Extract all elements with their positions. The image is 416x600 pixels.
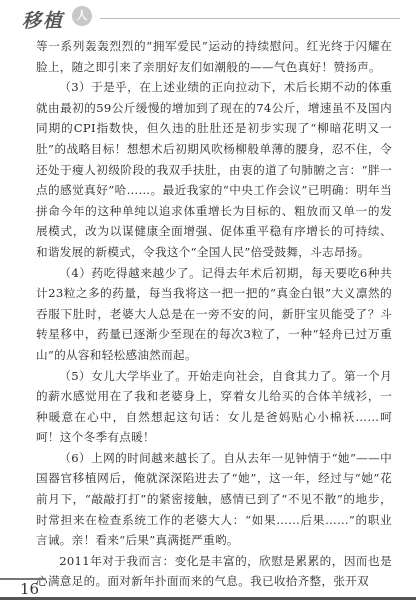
running-header <box>0 0 416 42</box>
paragraph: （3）于是乎，在上述业绩的正向拉动下，术后长期不动的体重就由最初的59公斤缓慢的增加到了现在的74公斤，增速虽不及国内同期的CPI指数快，但久违的肚肚还是初步实现了“柳暗花明又一肚”的战略目标！想想术后初期风吹杨柳般单薄的腰身，忍不住，令还处于瘦人初级阶段的我双手扶肚，由衷的道了句肺腑之言：“胖一点的感觉真好”哈……。最近我家的“中央工作会议”已明确：明年当拼命今年的这种单纯以追求体重增长为目标的、粗放而又单一的发展模式，改为以谋健康全面增强、促体重平稳有序增长的可持续、和谐发展的新模式，令我这个“全国人民”倍受鼓舞，斗志昂扬。 <box>36 80 392 259</box>
body-text <box>36 36 392 592</box>
paragraph: 等一系列轰轰烈烈的“拥军爱民”运动的持续慰问。红光终于闪耀在脸上，随之即引来了亲朋好友们如潮般的——气色真好！赞扬声。 <box>36 39 392 74</box>
paragraph: （5）女儿大学毕业了。开始走向社会，自食其力了。第一个月的薪水感觉用在了我和老婆身上，穿着女儿给买的合体羊绒衫，一种暖意在心中，自然想起这句话：女儿是爸妈贴心小棉袄……呵呵！这个冬季有点暖！ <box>36 368 392 445</box>
paragraph: （4）药吃得越来越少了。记得去年术后初期，每天要吃6种共计23粒之多的药量，每当我将这一把一把的“真金白银”大义凛然的吞服下肚时，老婆大人总是在一旁不安的问，新肝宝贝能受了？斗转星移中，药量已逐渐少至现在的每次3粒了，一种“轻舟已过万重山”的从容和轻松感油然而起。 <box>36 265 392 362</box>
page-number: 16 <box>20 580 40 598</box>
header-title: 移植 <box>22 10 65 32</box>
header-rule <box>100 18 400 19</box>
paragraph: （6）上网的时间越来越长了。自从去年一见钟情于“她”——中国器官移植网后，俺就深深陷进去了“她”，这一年，经过与“她”花前月下，“敲敲打打”的紧密接触，感情已到了“不见不散”的地步，时常担来在检查系统工作的老婆大人：“如果……后果……”的职业言诫。亲！看来“后果”真满挺严重哟。 <box>36 450 392 548</box>
page-footer <box>0 574 416 600</box>
paragraph: 2011年对于我而言：变化是丰富的，欣慰是累累的，因而也是心满意足的。面对新年扑面而来的气息。我已收拾齐整，张开双 <box>36 553 392 589</box>
header-badge: 人生 <box>72 6 92 26</box>
